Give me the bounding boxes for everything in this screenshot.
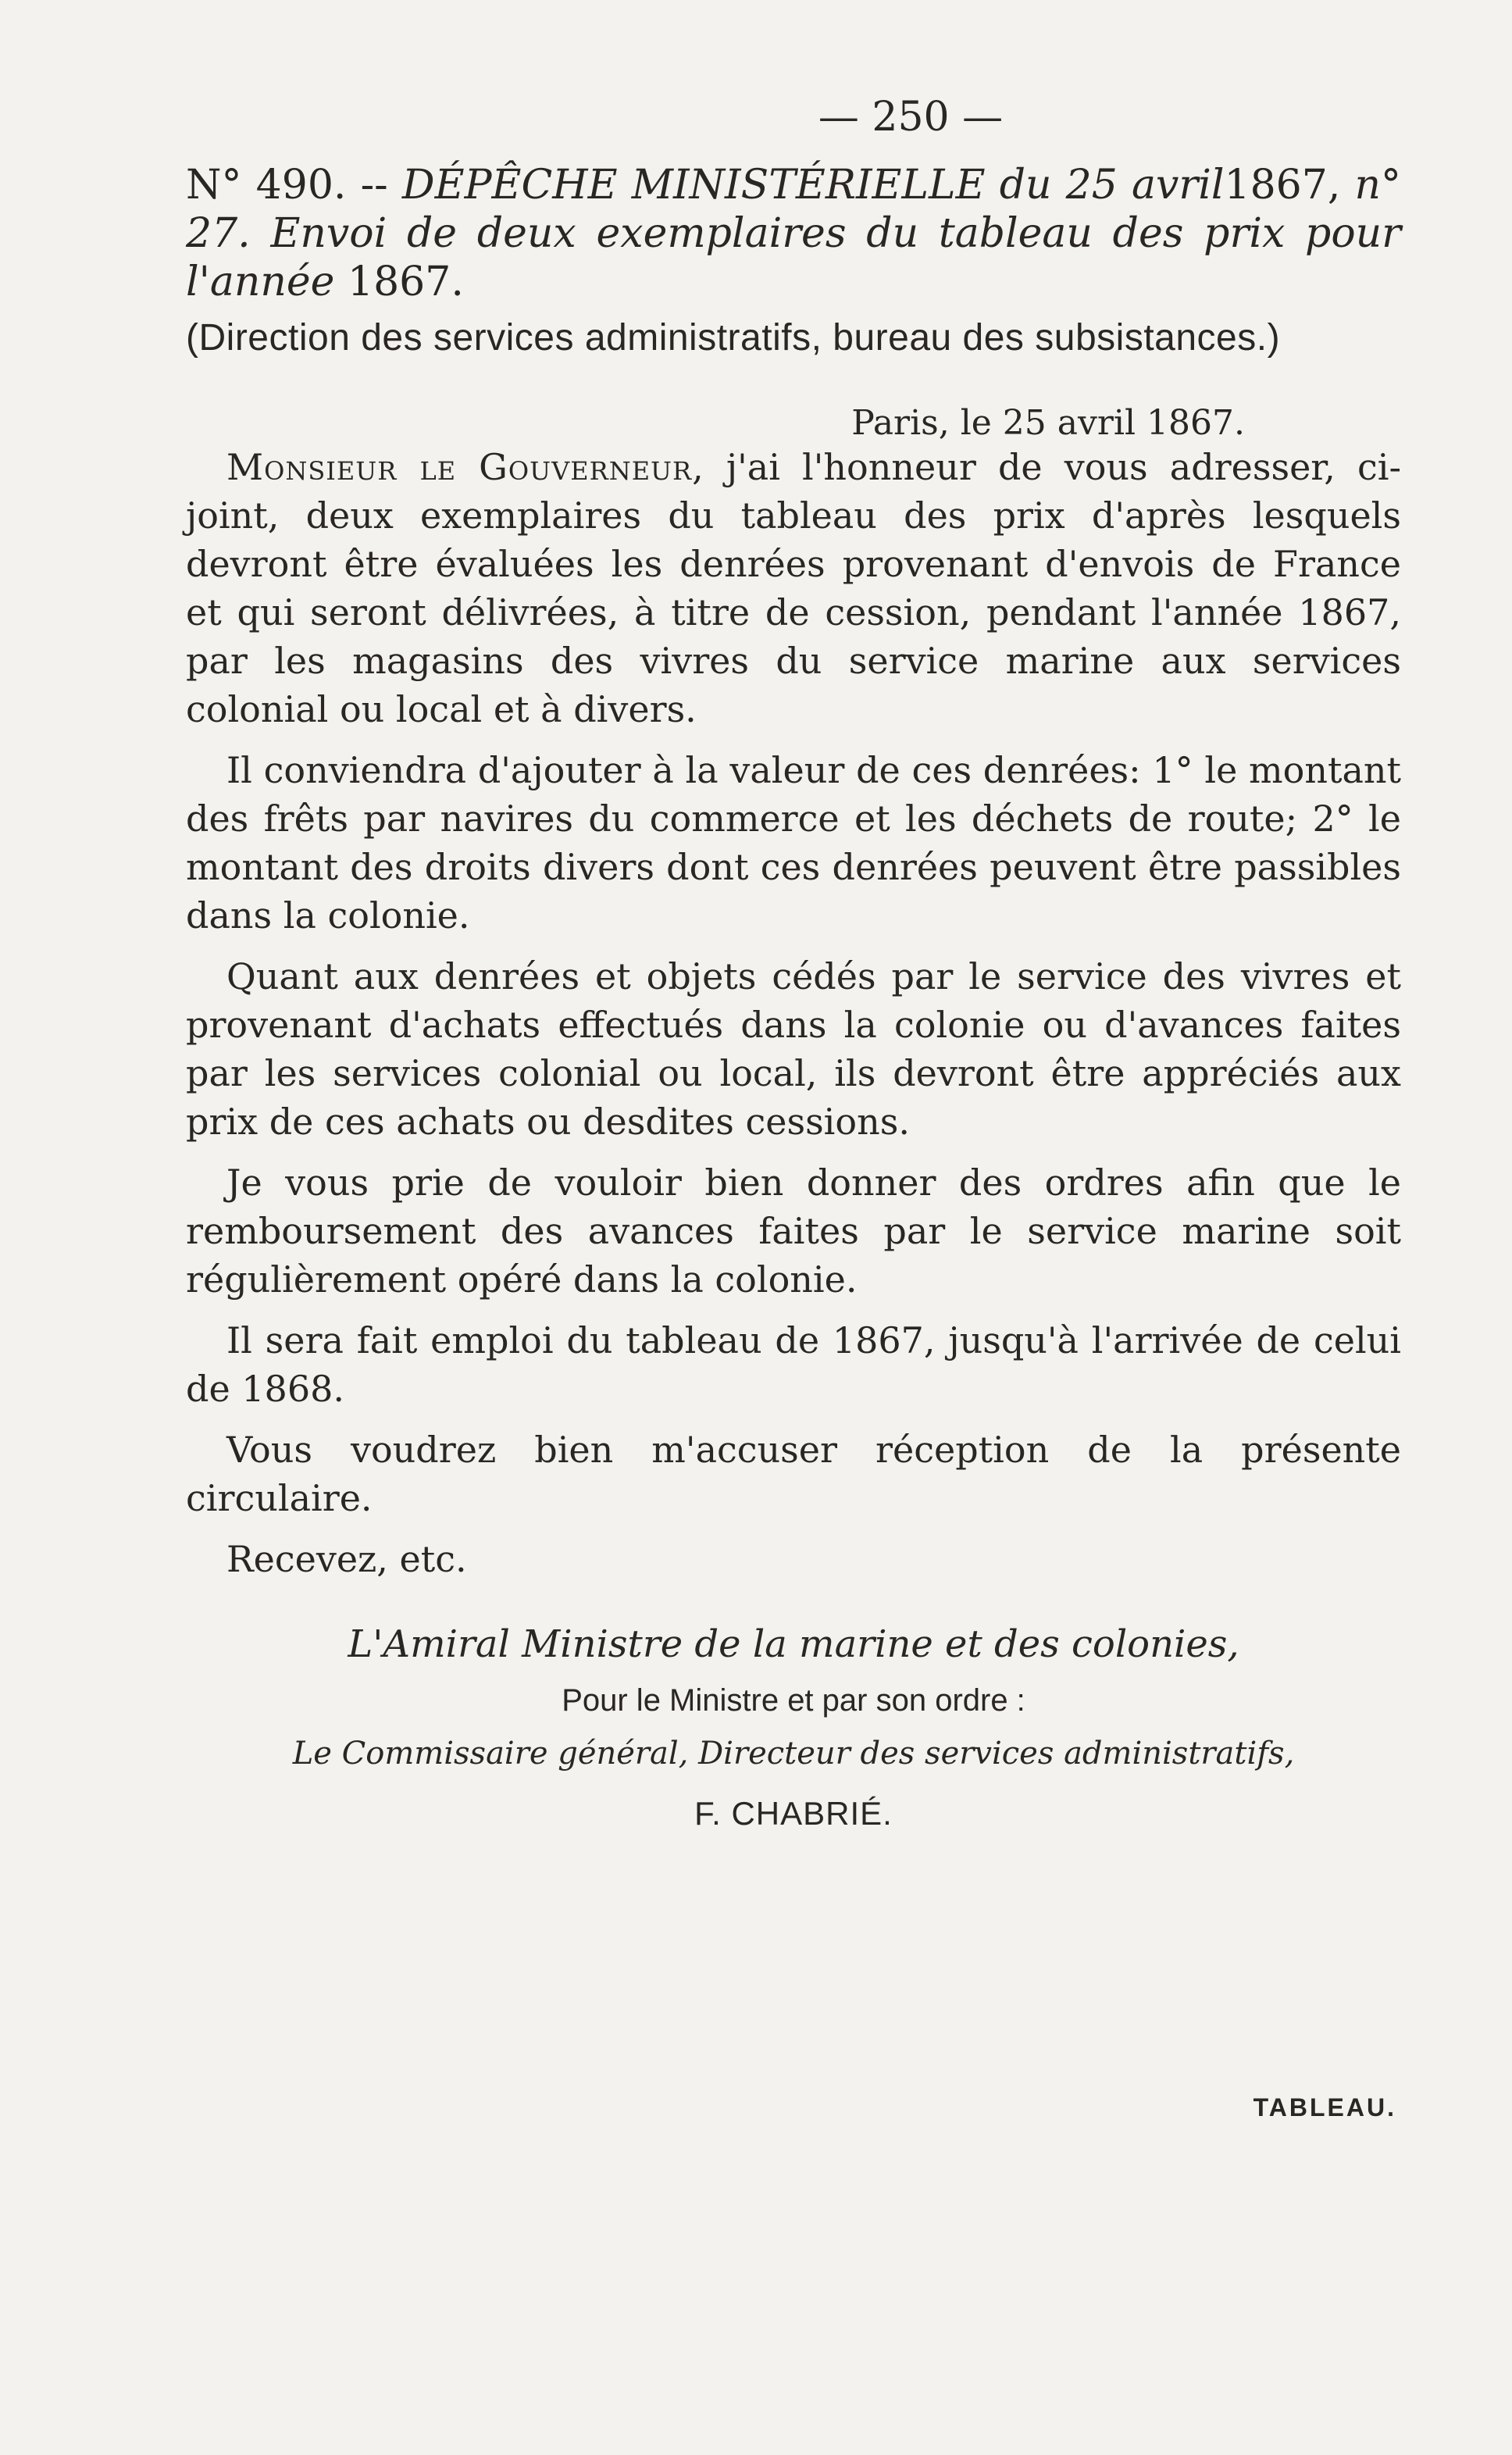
paragraph-3: Quant aux denrées et objets cédés par le service des vivres et provenant d'achats effectués dans la colonie ou d'avances faites par les services colonial ou local, ils devront être appréciés aux prix de ces achats ou desdites cessions. [186,955,1401,1143]
dispatch-subject-year: 1867. [348,259,464,305]
dispatch-year: 1867, [1224,162,1341,209]
dispatch-heading [186,161,1401,306]
document-page [186,94,1401,1832]
paragraph-2: Il conviendra d'ajouter à la valeur de ces denrées: 1° le montant des frêts par navires du commerce et les déchets de route; 2° le montant des droits divers dont ces denrées peuvent être passibles dans la colonie. [186,749,1401,937]
page-number: — 250 — [818,94,1004,141]
dispatch-number: N° 490. -- [186,162,388,209]
dispatch-ref-number: n° 27. [186,162,1402,257]
signature-order: Pour le Ministre et par son ordre : [562,1683,1025,1718]
direction-line: (Direction des services administratifs, bureau des subsistances.) [186,317,1281,359]
paragraph-1 [186,443,1401,733]
signature-name: F. CHABRIÉ. [694,1795,893,1832]
paragraph-6: Vous voudrez bien m'accuser réception de la présente circulaire. [186,1429,1401,1519]
dispatch-title: DÉPÊCHE MINISTÉRIELLE [401,162,986,209]
dispatch-date-prefix: du [999,162,1052,209]
paragraph-5: Il sera fait emploi du tableau de 1867, jusqu'à l'arrivée de celui de 1868. [186,1319,1401,1410]
catchword: TABLEAU. [1253,2093,1396,2121]
signature-title: L'Amiral Ministre de la marine et des colonies, [348,1622,1239,1666]
paragraph-1-text: j'ai l'honneur de vous adresser, ci-joint, deux exemplaires du tableau des prix d'après lesquels devront être évaluées les denrées provenant d'envois de France et qui seront délivrées, à titre de cession, pendant l'année 1867, par les magasins des vivres du service marine aux services colonial ou local et à divers. [186,446,1402,730]
place-date: Paris, le 25 avril 1867. [851,403,1245,443]
paragraph-7: Recevez, etc. [226,1538,467,1580]
dispatch-date: 25 avril [1065,162,1225,209]
dispatch-subject: Envoi de deux exemplaires du tableau des prix pour l'année [186,210,1401,305]
signature-role: Le Commissaire général, Directeur des services administratifs, [292,1736,1295,1772]
paragraph-4: Je vous prie de vouloir bien donner des ordres afin que le remboursement des avances faites par le service marine soit régulièrement opéré dans la colonie. [186,1161,1401,1301]
salutation: Monsieur le Gouverneur, [226,446,704,488]
